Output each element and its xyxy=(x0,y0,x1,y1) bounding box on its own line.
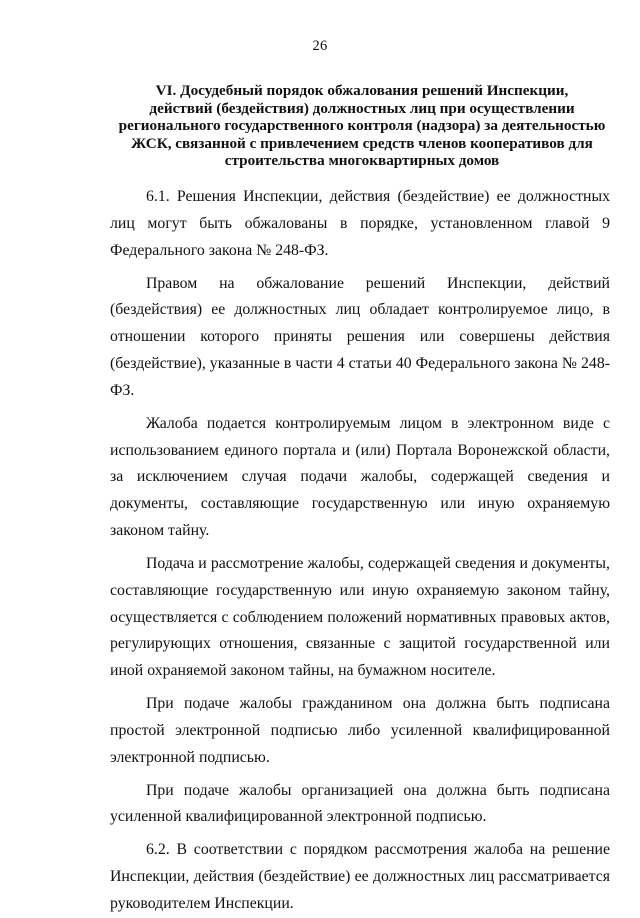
section-body xyxy=(110,184,610,918)
section-heading-line: действий (бездействия) должностных лиц при осуществлении xyxy=(149,99,575,117)
section-heading xyxy=(108,82,616,170)
paragraph-electronic-submission: Жалоба подается контролируемым лицом в электронном виде с использованием единого портала и (или) Портала Воронежской области, за исключением случая подачи жалобы, содержащей сведения и документы, составляющие государственную или иную охраняемую законом тайну. xyxy=(110,414,610,539)
section-heading-line: ЖСК, связанной с привлечением средств членов кооперативов для xyxy=(131,134,593,152)
page-number: 26 xyxy=(312,38,328,54)
section-heading-line: регионального государственного контроля (надзора) за деятельностью xyxy=(118,117,606,135)
section-heading-line: VI. Досудебный порядок обжалования решений Инспекции, xyxy=(155,82,569,99)
paragraph-6-1: 6.1. Решения Инспекции, действия (бездействие) ее должностных лиц могут быть обжалованы в порядке, установленном главой 9 Федерального закона № 248-ФЗ. xyxy=(110,188,610,259)
paragraph-organization-signature: При подаче жалобы организацией она должна быть подписана усиленной квалифицированной электронной подписью. xyxy=(110,781,610,826)
paragraph-secret-submission: Подача и рассмотрение жалобы, содержащей сведения и документы, составляющие государственную или иную охраняемую законом тайну, осуществляется с соблюдением положений нормативных правовых актов, регулирующих отношения, связанные с защитой государственной или иной охраняемой законом тайны, на бумажном носителе. xyxy=(110,554,610,680)
section-heading-line: строительства многоквартирных домов xyxy=(224,152,500,170)
paragraph-6-2: 6.2. В соответствии с порядком рассмотрения жалоба на решение Инспекции, действия (бездействие) ее должностных лиц рассматривается руководителем Инспекции. xyxy=(110,841,610,913)
paragraph-appeal-right: Правом на обжалование решений Инспекции, действий (бездействия) ее должностных лиц обладает контролируемое лицо, в отношении которого приняты решения или совершены действия (бездействие), указанные в части 4 статьи 40 Федерального закона № 248-ФЗ. xyxy=(110,274,610,399)
paragraph-citizen-signature: При подаче жалобы гражданином она должна быть подписана простой электронной подписью либо усиленной квалифицированной электронной подписью. xyxy=(110,695,610,766)
